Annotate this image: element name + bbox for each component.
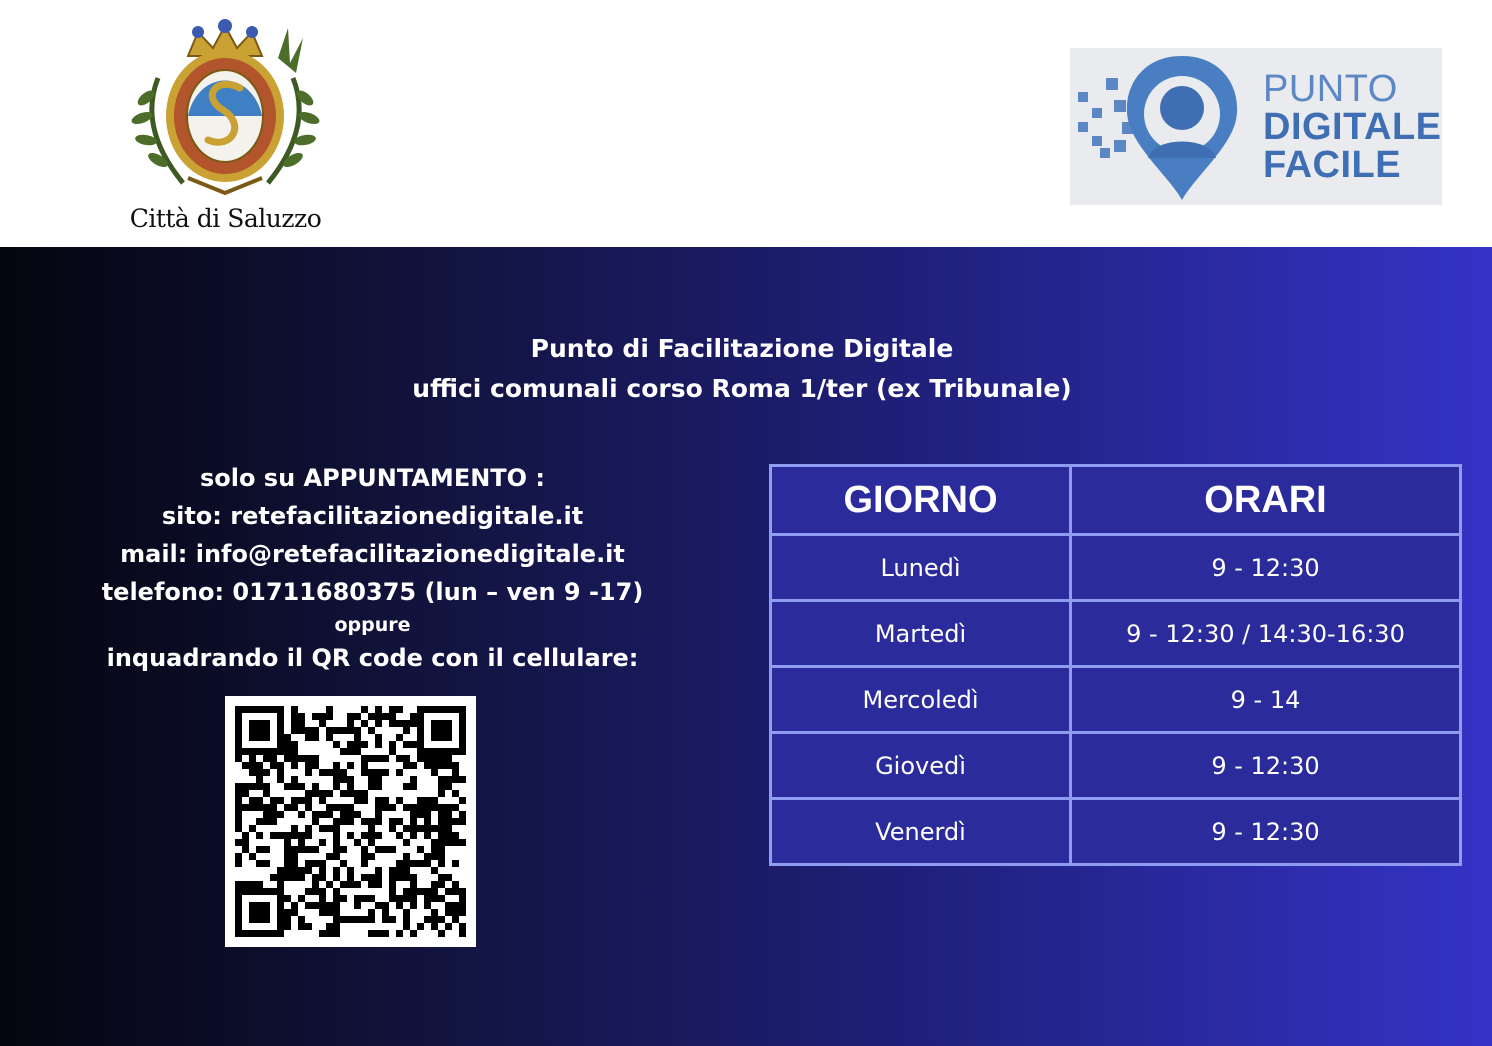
site-link[interactable]: sito: retefacilitazionedigitale.it bbox=[161, 502, 584, 530]
day-cell: Mercoledì bbox=[771, 667, 1071, 733]
or-label: oppure bbox=[334, 614, 411, 636]
schedule-table bbox=[769, 464, 1462, 866]
phone-link[interactable]: telefono: 01711680375 (lun – ven 9 -17) bbox=[101, 578, 644, 606]
schedule-header-row bbox=[771, 466, 1461, 535]
header-giorno: GIORNO bbox=[771, 466, 1071, 535]
qr-code[interactable] bbox=[225, 696, 476, 947]
pdf-logo bbox=[1070, 48, 1442, 205]
qr-prompt: inquadrando il QR code con il cellulare: bbox=[106, 644, 639, 672]
day-cell: Lunedì bbox=[771, 535, 1071, 601]
table-row bbox=[771, 733, 1461, 799]
hours-cell: 9 - 12:30 bbox=[1071, 799, 1461, 865]
hours-cell: 9 - 12:30 bbox=[1071, 535, 1461, 601]
table-row bbox=[771, 799, 1461, 865]
contact-block bbox=[80, 459, 665, 677]
title-line-2: uffici comunali corso Roma 1/ter (ex Tribunale) bbox=[412, 374, 1072, 403]
city-caption: Città di Saluzzo bbox=[129, 204, 322, 233]
header-orari: ORARI bbox=[1071, 466, 1461, 535]
title-line-1: Punto di Facilitazione Digitale bbox=[530, 334, 954, 363]
day-cell: Martedì bbox=[771, 601, 1071, 667]
pdf-wordmark bbox=[1263, 70, 1442, 184]
day-cell: Giovedì bbox=[771, 733, 1071, 799]
pdf-line-digitale: DIGITALE bbox=[1263, 106, 1442, 148]
hours-cell: 9 - 12:30 / 14:30-16:30 bbox=[1071, 601, 1461, 667]
table-row bbox=[771, 535, 1461, 601]
qr-code-icon bbox=[235, 706, 466, 937]
city-logo bbox=[128, 18, 323, 240]
day-cell: Venerdì bbox=[771, 799, 1071, 865]
location-pin-person-icon bbox=[1070, 48, 1260, 205]
info-panel bbox=[0, 247, 1492, 1046]
page-title bbox=[0, 329, 1484, 409]
appointment-label: solo su APPUNTAMENTO : bbox=[199, 464, 546, 492]
pdf-line-facile: FACILE bbox=[1263, 144, 1402, 186]
table-row bbox=[771, 601, 1461, 667]
mail-link[interactable]: mail: info@retefacilitazionedigitale.it bbox=[120, 540, 625, 568]
city-crest-icon bbox=[128, 18, 323, 203]
hours-cell: 9 - 14 bbox=[1071, 667, 1461, 733]
hours-cell: 9 - 12:30 bbox=[1071, 733, 1461, 799]
header bbox=[0, 0, 1492, 247]
pdf-line-punto: PUNTO bbox=[1263, 68, 1398, 110]
table-row bbox=[771, 667, 1461, 733]
